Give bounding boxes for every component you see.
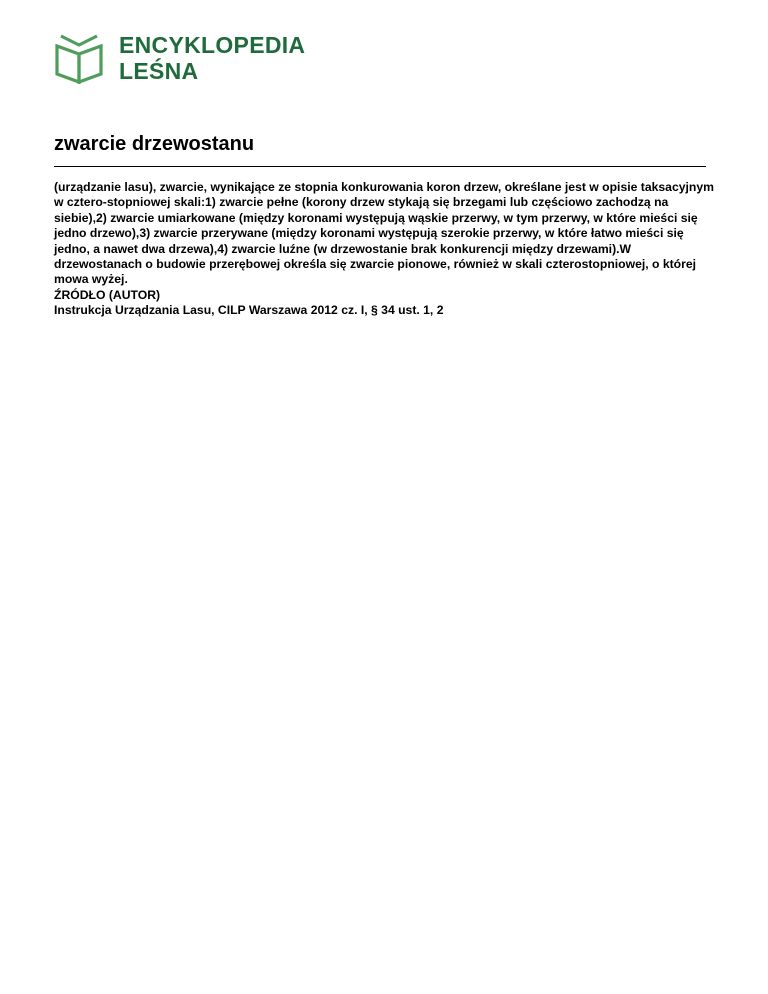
source-text: Instrukcja Urządzania Lasu, CILP Warszawa 2012 cz. I, § 34 ust. 1, 2 <box>54 303 444 318</box>
entry-content <box>54 180 716 319</box>
open-book-icon <box>54 32 104 84</box>
entry-body: (urządzanie lasu), zwarcie, wynikające ze stopnia konkurowania koron drzew, określane jest w opisie taksacyjnym w cztero-stopniowej skali:1) zwarcie pełne (korony drzew stykają się brzegami lub częściowo zachodzą na siebie),2) zwarcie umiarkowane (między koronami występują wąskie przerwy, w tym przerwy, w które mieści się jedno drzewo),3) zwarcie przerywane (między koronami występują szerokie przerwy, w które łatwo mieści się jedno, a nawet dwa drzewa),4) zwarcie luźne (w drzewostanie brak konkurencji między drzewami).W drzewostanach o budowie przerębowej określa się zwarcie pionowe, również w skali czterostopniowej, o której mowa wyżej. <box>54 180 714 287</box>
page-title: zwarcie drzewostanu <box>54 133 255 155</box>
logo[interactable] <box>54 32 305 84</box>
logo-line-1: ENCYKLOPEDIA <box>119 32 306 58</box>
title-divider <box>54 166 706 167</box>
logo-line-2: LEŚNA <box>119 58 199 84</box>
source-label: ŹRÓDŁO (AUTOR) <box>54 287 161 302</box>
logo-wordmark <box>119 32 305 84</box>
